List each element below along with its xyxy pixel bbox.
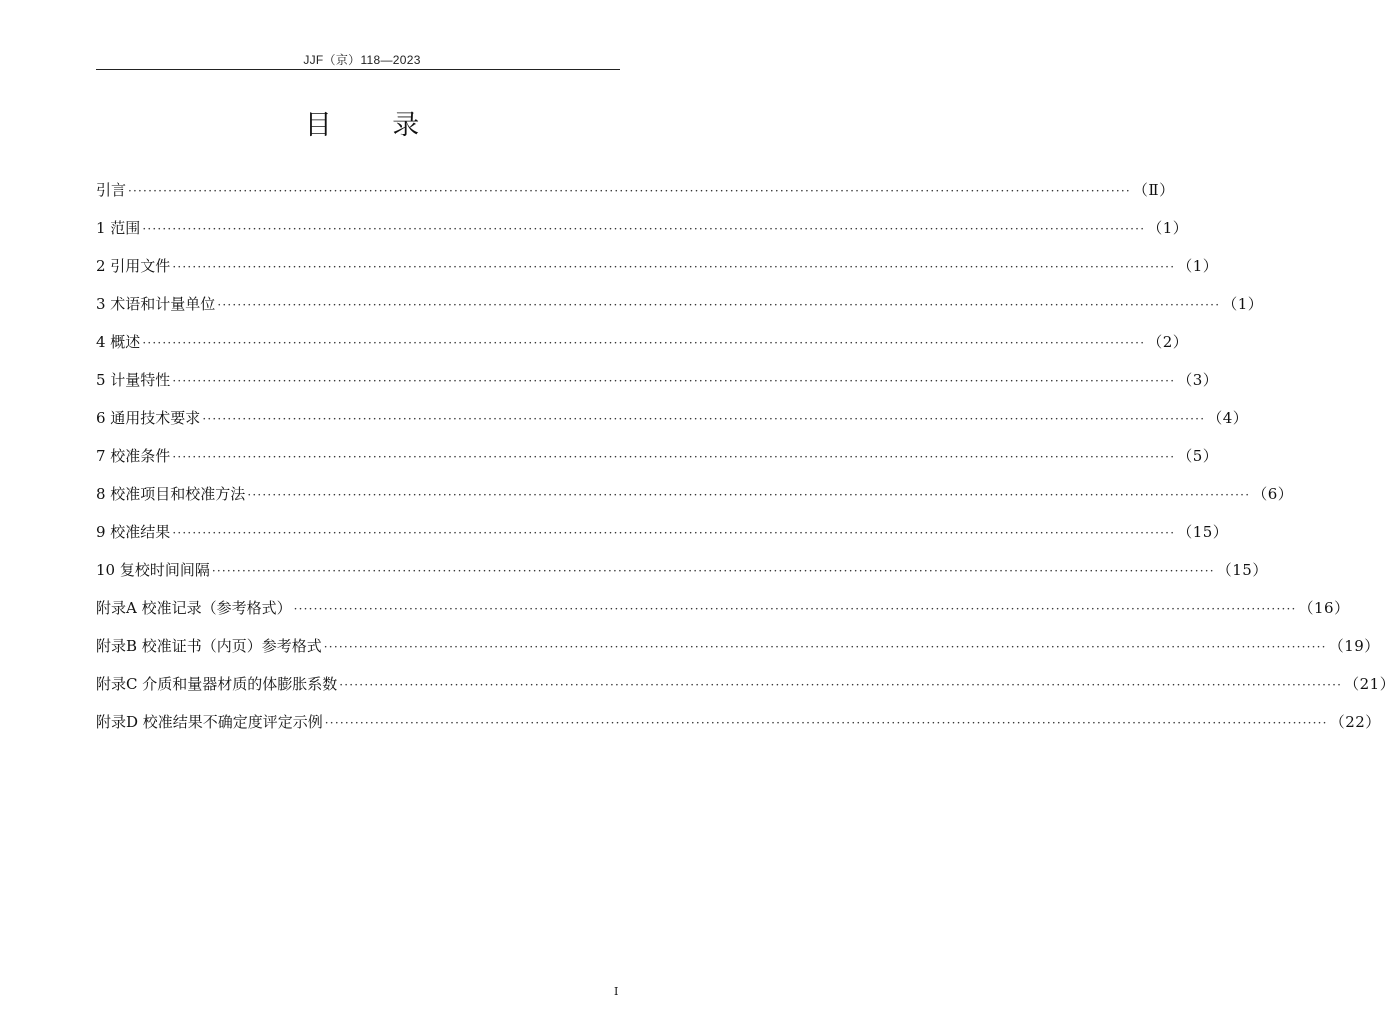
toc-entry-page: （22）	[1329, 713, 1381, 731]
toc-entry-label: 8 校准项目和校准方法	[96, 485, 246, 503]
document-header: JJF（京）118—2023	[303, 53, 421, 67]
toc-entry-overview[interactable]	[96, 332, 1189, 370]
table-of-contents	[96, 180, 1395, 750]
toc-entry-label: 1 范围	[96, 219, 141, 237]
toc-entry-page: （19）	[1328, 637, 1380, 655]
toc-entry-recalibration-interval[interactable]	[96, 560, 1268, 598]
toc-entry-page: （3）	[1177, 371, 1219, 389]
toc-dot-leader: ········································································································································································································	[339, 678, 1343, 692]
toc-entry-appendix-a[interactable]	[96, 598, 1350, 636]
toc-entry-page: （1）	[1147, 219, 1189, 237]
toc-entry-label: 2 引用文件	[96, 257, 171, 275]
toc-dot-leader: ········································································································································································································	[128, 184, 1131, 198]
toc-entry-calibration-conditions[interactable]	[96, 446, 1219, 484]
toc-entry-page: （2）	[1147, 333, 1189, 351]
toc-entry-calibration-results[interactable]	[96, 522, 1229, 560]
toc-dot-leader: ········································································································································································································	[202, 412, 1206, 426]
toc-entry-label: 附录B 校准证书（内页）参考格式	[96, 637, 322, 655]
toc-dot-leader: ········································································································································································································	[172, 374, 1176, 388]
toc-entry-page: （21）	[1344, 675, 1395, 693]
toc-entry-page: （15）	[1177, 523, 1229, 541]
toc-entry-label: 附录C 介质和量器材质的体膨胀系数	[96, 675, 338, 693]
toc-entry-references[interactable]	[96, 256, 1219, 294]
toc-dot-leader: ········································································································································································································	[211, 564, 1215, 578]
toc-entry-label: 7 校准条件	[96, 447, 171, 465]
toc-entry-label: 9 校准结果	[96, 523, 171, 541]
toc-entry-page: （1）	[1177, 257, 1219, 275]
toc-entry-label: 引言	[96, 181, 127, 199]
toc-entry-introduction[interactable]	[96, 180, 1175, 218]
toc-entry-page: （1）	[1222, 295, 1264, 313]
toc-entry-label: 5 计量特性	[96, 371, 171, 389]
toc-entry-page: （15）	[1216, 561, 1268, 579]
toc-dot-leader: ········································································································································································································	[293, 602, 1297, 616]
toc-dot-leader: ········································································································································································································	[324, 716, 1328, 730]
toc-entry-appendix-c[interactable]	[96, 674, 1395, 712]
toc-dot-leader: ········································································································································································································	[172, 526, 1176, 540]
toc-dot-leader: ········································································································································································································	[142, 222, 1146, 236]
toc-entry-general-requirements[interactable]	[96, 408, 1249, 446]
toc-entry-terms-units[interactable]	[96, 294, 1264, 332]
toc-entry-page: （Ⅱ）	[1132, 181, 1175, 199]
toc-entry-page: （5）	[1177, 447, 1219, 465]
toc-dot-leader: ········································································································································································································	[142, 336, 1146, 350]
toc-entry-label: 6 通用技术要求	[96, 409, 201, 427]
toc-entry-label: 附录A 校准记录（参考格式）	[96, 599, 292, 617]
toc-entry-calibration-items-methods[interactable]	[96, 484, 1294, 522]
toc-dot-leader: ········································································································································································································	[172, 260, 1176, 274]
toc-entry-page: （16）	[1298, 599, 1350, 617]
toc-entry-page: （6）	[1252, 485, 1294, 503]
toc-dot-leader: ········································································································································································································	[323, 640, 1327, 654]
toc-entry-scope[interactable]	[96, 218, 1189, 256]
toc-entry-page: （4）	[1207, 409, 1249, 427]
toc-entry-appendix-d[interactable]	[96, 712, 1381, 750]
toc-dot-leader: ········································································································································································································	[247, 488, 1251, 502]
page-title: 目 录	[304, 110, 446, 141]
toc-dot-leader: ········································································································································································································	[172, 450, 1176, 464]
page-number: Ⅰ	[614, 985, 619, 998]
toc-entry-label: 附录D 校准结果不确定度评定示例	[96, 713, 323, 731]
toc-entry-label: 3 术语和计量单位	[96, 295, 216, 313]
toc-entry-label: 4 概述	[96, 333, 141, 351]
toc-entry-appendix-b[interactable]	[96, 636, 1380, 674]
toc-entry-metrological-characteristics[interactable]	[96, 370, 1219, 408]
toc-entry-label: 10 复校时间间隔	[96, 561, 210, 579]
toc-dot-leader: ········································································································································································································	[217, 298, 1221, 312]
header-rule	[96, 69, 620, 70]
